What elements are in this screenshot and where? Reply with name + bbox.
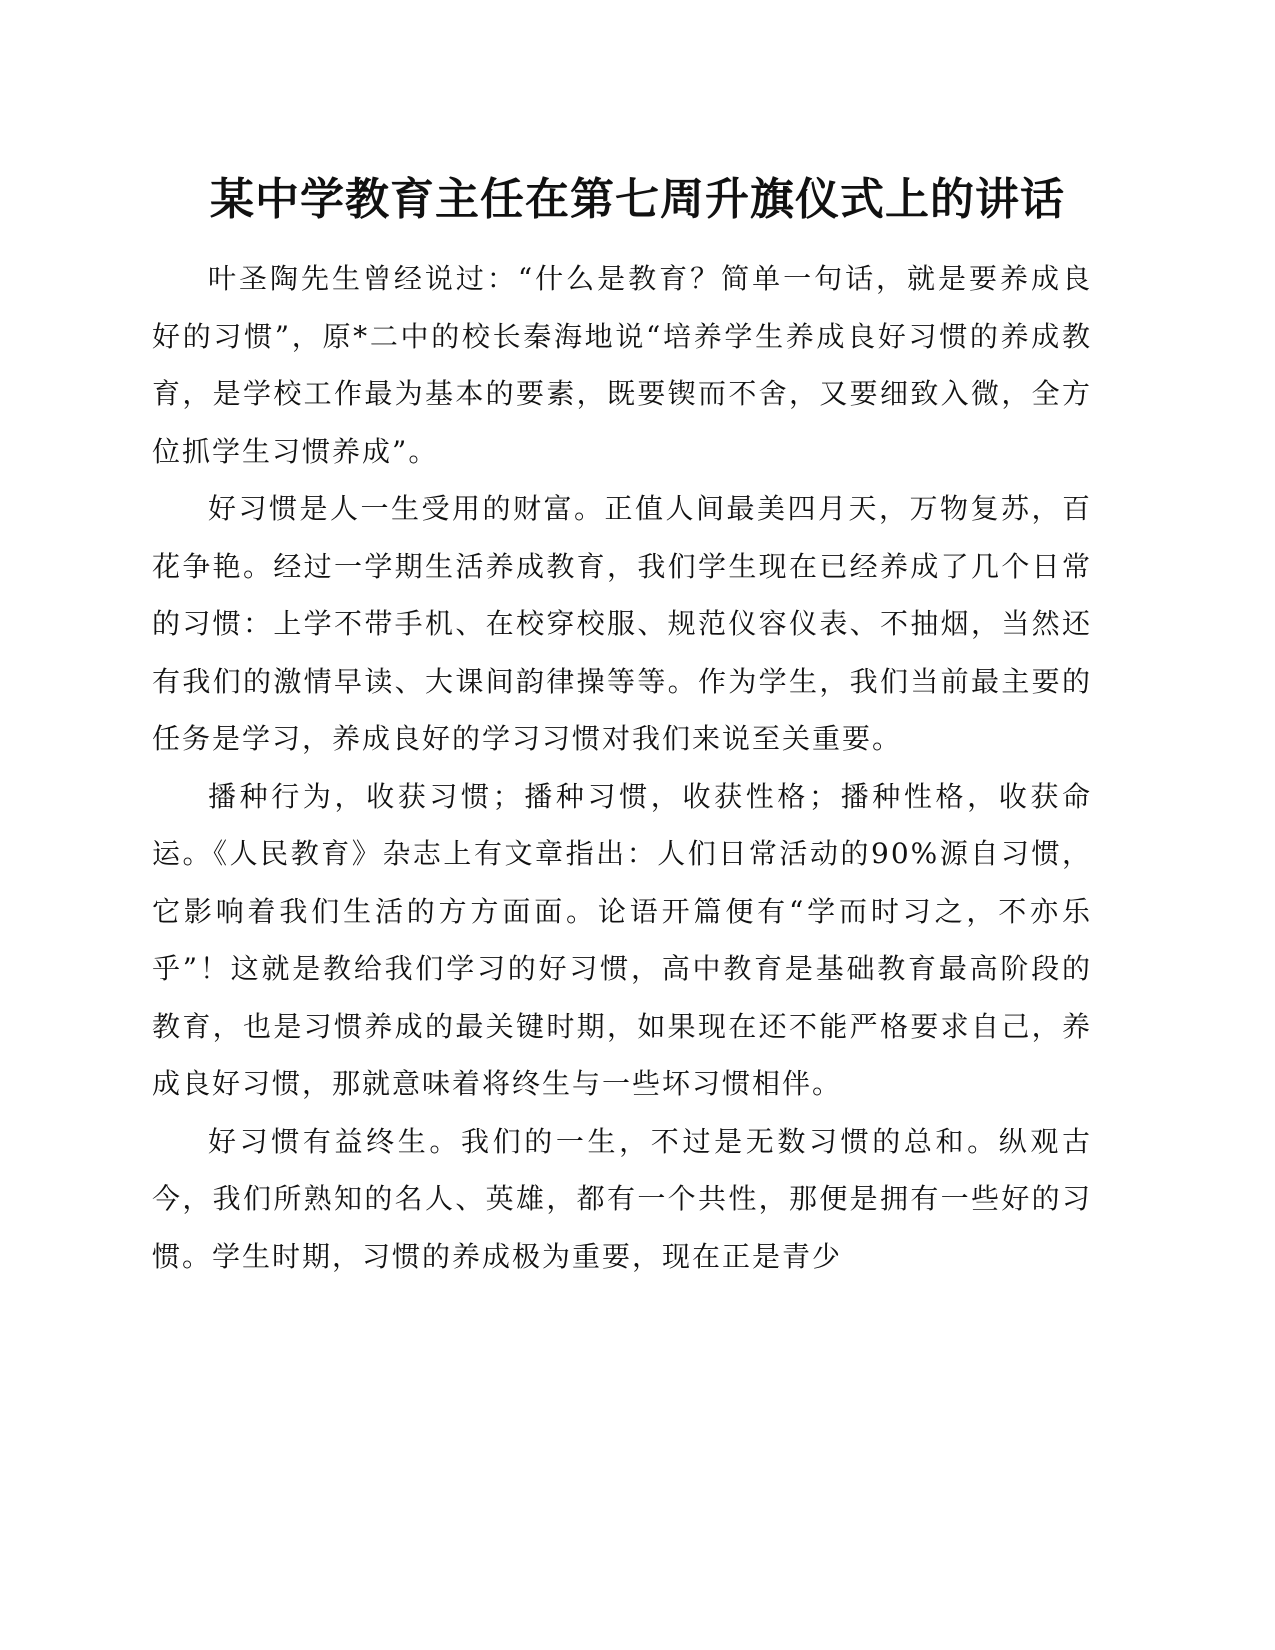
paragraph-2: 好习惯是人一生受用的财富。正值人间最美四月天，万物复苏，百花争艳。经过一学期生活养成教育，我们学生现在已经养成了几个日常的习惯：上学不带手机、在校穿校服、规范仪容仪表、不抽烟，当然还有我们的激情早读、大课间韵律操等等。作为学生，我们当前最主要的任务是学习，养成良好的学习习惯对我们来说至关重要。 <box>152 492 1092 755</box>
document-title: 某中学教育主任在第七周升旗仪式上的讲话 <box>210 174 1065 225</box>
paragraph-4: 好习惯有益终生。我们的一生，不过是无数习惯的总和。纵观古今，我们所熟知的名人、英雄，都有一个共性，那便是拥有一些好的习惯。学生时期，习惯的养成极为重要，现在正是青少 <box>152 1124 1092 1273</box>
paragraph-3: 播种行为，收获习惯；播种习惯，收获性格；播种性格，收获命运。《人民教育》杂志上有文章指出：人们日常活动的90%源自习惯，它影响着我们生活的方方面面。论语开篇便有“学而时习之，不亦乐乎”！这就是教给我们学习的好习惯，高中教育是基础教育最高阶段的教育，也是习惯养成的最关键时期，如果现在还不能严格要求自己，养成良好习惯，那就意味着将终生与一些坏习惯相伴。 <box>152 779 1092 1100</box>
paragraph-1: 叶圣陶先生曾经说过：“什么是教育？简单一句话，就是要养成良好的习惯”，原*二中的校长秦海地说“培养学生养成良好习惯的养成教育，是学校工作最为基本的要素，既要锲而不舍，又要细致入微，全方位抓学生习惯养成”。 <box>152 262 1092 468</box>
document-body <box>152 250 1092 1285</box>
